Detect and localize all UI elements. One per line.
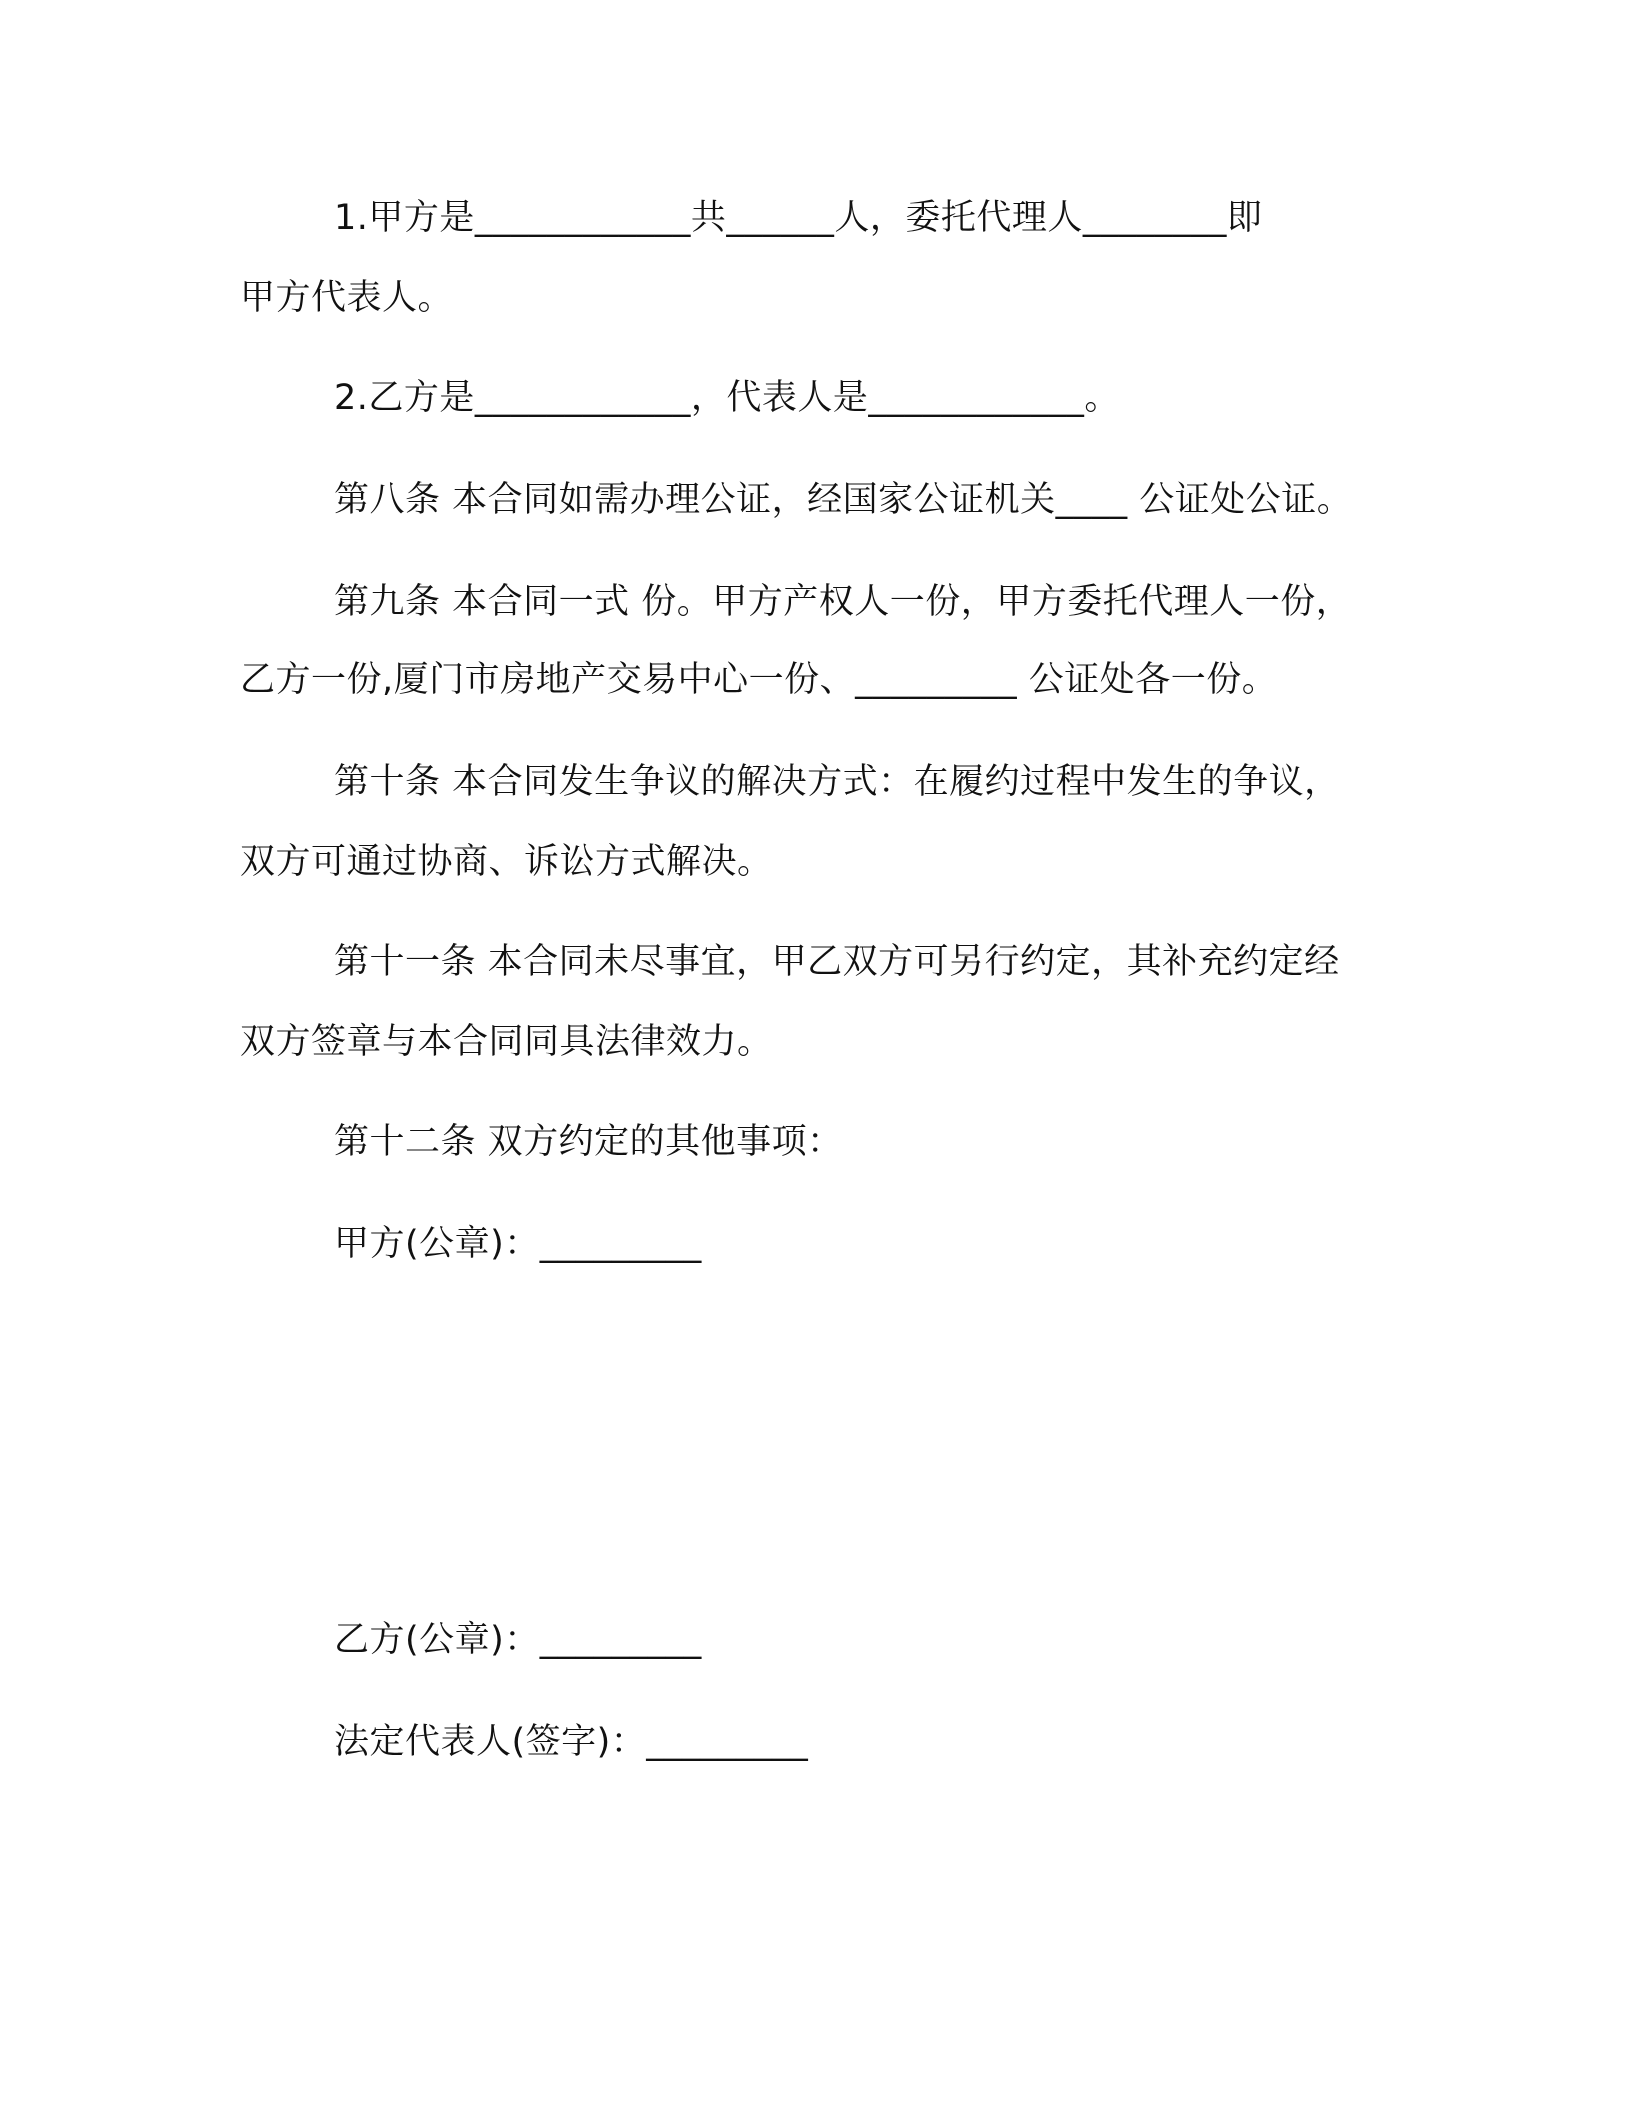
article-12: 第十二条 双方约定的其他事项： bbox=[334, 1122, 843, 1162]
article-10-cont: 双方可通过协商、诉讼方式解决。 bbox=[240, 842, 773, 882]
clause-party-b: 2.乙方是____________，代表人是____________。 bbox=[334, 378, 1120, 418]
party-a-seal-line: 甲方(公章)：_________ bbox=[334, 1224, 702, 1264]
clause-party-a-cont: 甲方代表人。 bbox=[240, 278, 454, 318]
article-11-cont: 双方签章与本合同同具法律效力。 bbox=[240, 1022, 773, 1062]
party-b-seal-line: 乙方(公章)：_________ bbox=[334, 1620, 702, 1660]
article-8: 第八条 本合同如需办理公证，经国家公证机关____ 公证处公证。 bbox=[334, 480, 1353, 520]
clause-party-a: 1.甲方是____________共______人，委托代理人________即 bbox=[334, 198, 1263, 238]
article-11: 第十一条 本合同未尽事宜，甲乙双方可另行约定，其补充约定经 bbox=[334, 942, 1340, 982]
legal-representative-signature-line: 法定代表人(签字)：_________ bbox=[334, 1722, 809, 1762]
article-9-cont: 乙方一份,厦门市房地产交易中心一份、_________ 公证处各一份。 bbox=[240, 660, 1278, 700]
article-9: 第九条 本合同一式 份。甲方产权人一份，甲方委托代理人一份， bbox=[334, 582, 1352, 622]
article-10: 第十条 本合同发生争议的解决方式：在履约过程中发生的争议， bbox=[334, 762, 1340, 802]
